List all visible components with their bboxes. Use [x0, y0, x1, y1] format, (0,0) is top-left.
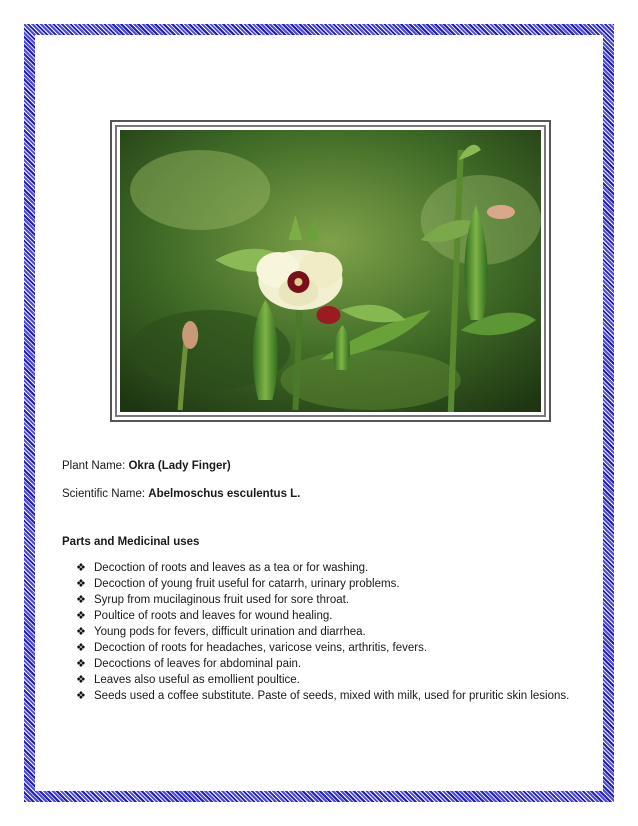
- list-item: [76, 688, 572, 704]
- plant-description: [62, 458, 572, 704]
- medicinal-uses-list: [62, 560, 572, 704]
- list-item-text: Seeds used a coffee substitute. Paste of seeds, mixed with milk, used for pruritic skin lesions.: [94, 690, 570, 702]
- list-item: [76, 672, 572, 688]
- okra-plant-image: [120, 130, 541, 412]
- list-item: [76, 624, 572, 640]
- diamond-bullet-icon: ❖: [76, 578, 86, 590]
- list-item-text: Syrup from mucilaginous fruit used for sore throat.: [94, 594, 350, 606]
- diamond-bullet-icon: ❖: [76, 690, 86, 702]
- diamond-bullet-icon: ❖: [76, 594, 86, 606]
- list-item-text: Decoction of young fruit useful for catarrh, urinary problems.: [94, 578, 400, 590]
- scientific-name-value: Abelmoschus esculentus L.: [148, 488, 301, 500]
- diamond-bullet-icon: ❖: [76, 610, 86, 622]
- list-item: [76, 576, 572, 592]
- list-item-text: Decoction of roots and leaves as a tea or for washing.: [94, 562, 369, 574]
- scientific-name-line: [62, 486, 572, 502]
- photo-inner-frame: [115, 125, 546, 417]
- plant-name-line: [62, 458, 572, 474]
- section-heading: Parts and Medicinal uses: [62, 536, 200, 548]
- diamond-bullet-icon: ❖: [76, 562, 86, 574]
- diamond-bullet-icon: ❖: [76, 658, 86, 670]
- list-item-text: Poultice of roots and leaves for wound healing.: [94, 610, 333, 622]
- list-item: [76, 640, 572, 656]
- scientific-name-label: Scientific Name:: [62, 488, 149, 500]
- list-item: [76, 656, 572, 672]
- okra-photo: [110, 120, 551, 422]
- list-item-text: Leaves also useful as emollient poultice.: [94, 674, 300, 686]
- diamond-bullet-icon: ❖: [76, 642, 86, 654]
- diamond-bullet-icon: ❖: [76, 674, 86, 686]
- list-item: [76, 560, 572, 576]
- diamond-bullet-icon: ❖: [76, 626, 86, 638]
- list-item: [76, 608, 572, 624]
- list-item-text: Decoctions of leaves for abdominal pain.: [94, 658, 302, 670]
- plant-name-label: Plant Name:: [62, 460, 129, 472]
- plant-name-value: Okra (Lady Finger): [128, 460, 231, 472]
- list-item-text: Decoction of roots for headaches, varicose veins, arthritis, fevers.: [94, 642, 428, 654]
- list-item-text: Young pods for fevers, difficult urination and diarrhea.: [94, 626, 366, 638]
- list-item: [76, 592, 572, 608]
